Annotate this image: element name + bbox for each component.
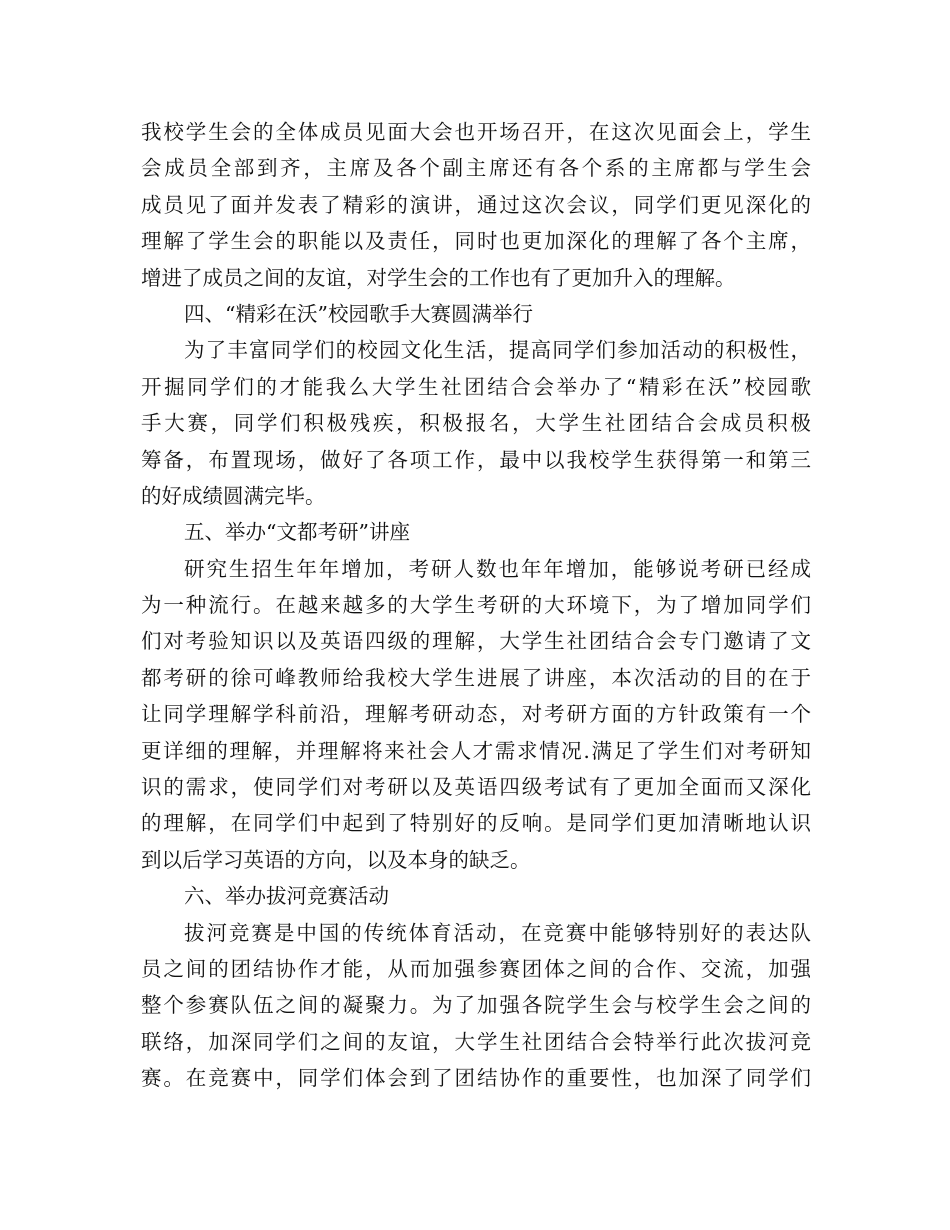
body-text-line: 理解了学生会的职能以及责任，同时也更加深化的理解了各个主席， xyxy=(141,229,811,254)
body-text-line: 更详细的理解，并理解将来社会人才需求情况.满足了学生们对考研知 xyxy=(141,738,811,763)
body-text-line: 研究生招生年年增加，考研人数也年年增加，能够说考研已经成 xyxy=(184,556,811,581)
body-text-line: 们对考验知识以及英语四级的理解，大学生社团结合会专门邀请了文 xyxy=(141,629,811,654)
body-text-line: 让同学理解学科前沿，理解考研动态，对考研方面的方针政策有一个 xyxy=(141,702,811,727)
body-text-line: 赛。在竞赛中，同学们体会到了团结协作的重要性，也加深了同学们 xyxy=(141,1066,811,1091)
body-text-line: 开掘同学们的才能我么大学生社团结合会举办了“精彩在沃”校园歌 xyxy=(141,374,811,399)
body-text-line: 的好成绩圆满完毕。 xyxy=(141,483,326,508)
section-heading: 五、举办“文都考研”讲座 xyxy=(184,520,410,545)
body-text-line: 为了丰富同学们的校园文化生活，提高同学们参加活动的积极性， xyxy=(184,338,811,363)
body-text-line: 到以后学习英语的方向，以及本身的缺乏。 xyxy=(141,847,531,872)
document-body xyxy=(141,114,811,1097)
body-text-line: 都考研的徐可峰教师给我校大学生进展了讲座，本次活动的目的在于 xyxy=(141,665,811,690)
body-text-line: 筹备，布置现场，做好了各项工作，最中以我校学生获得第一和第三 xyxy=(141,447,811,472)
section-heading: 四、“精彩在沃”校园歌手大赛圆满举行 xyxy=(184,301,533,326)
body-text-line: 员之间的团结协作才能，从而加强参赛团体之间的合作、交流，加强 xyxy=(141,956,811,981)
body-text-line: 联络，加深同学们之间的友谊，大学生社团结合会特举行此次拔河竞 xyxy=(141,1029,811,1054)
section-heading: 六、举办拔河竞赛活动 xyxy=(184,884,389,909)
body-text-line: 拔河竞赛是中国的传统体育活动，在竞赛中能够特别好的表达队 xyxy=(184,920,811,945)
body-text-line: 为一种流行。在越来越多的大学生考研的大环境下，为了增加同学们 xyxy=(141,593,811,618)
body-text-line: 成员见了面并发表了精彩的演讲，通过这次会议，同学们更见深化的 xyxy=(141,192,811,217)
body-text-line: 手大赛，同学们积极残疾，积极报名，大学生社团结合会成员积极 xyxy=(141,411,811,436)
body-text-line: 会成员全部到齐，主席及各个副主席还有各个系的主席都与学生会 xyxy=(141,156,811,181)
body-text-line: 我校学生会的全体成员见面大会也开场召开，在这次见面会上，学生 xyxy=(141,120,811,144)
body-text-line: 增进了成员之间的友谊，对学生会的工作也有了更加升入的理解。 xyxy=(141,265,736,290)
body-text-line: 的理解，在同学们中起到了特别好的反响。是同学们更加清晰地认识 xyxy=(141,811,811,836)
body-text-line: 识的需求，使同学们对考研以及英语四级考试有了更加全面而又深化 xyxy=(141,775,811,800)
body-text-line: 整个参赛队伍之间的凝聚力。为了加强各院学生会与校学生会之间的 xyxy=(141,993,811,1018)
